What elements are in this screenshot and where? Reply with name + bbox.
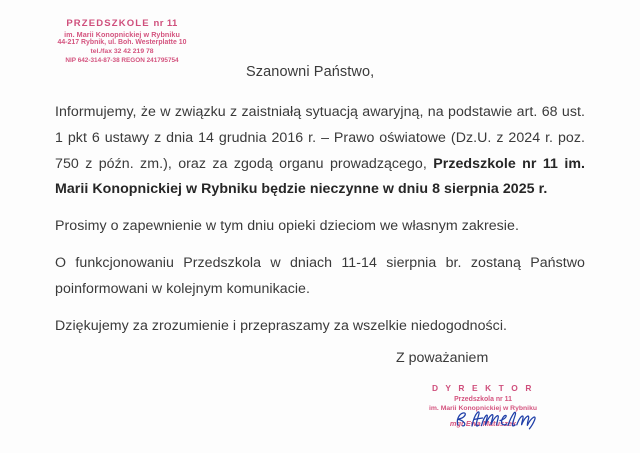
header-stamp-phone: tel./fax 32 42 219 78 <box>90 48 154 56</box>
director-stamp-title: D Y R E K T O R <box>432 383 534 393</box>
director-stamp-name: mgr Ewa Matuszek <box>449 419 517 429</box>
director-stamp-institution: Przedszkola nr 11 <box>454 395 512 403</box>
header-stamp-patron: im. Marii Konopnickiej w Rybniku <box>64 30 180 40</box>
header-stamp-institution-number: nr 11 <box>153 18 178 29</box>
closing-phrase: Z poważaniem <box>396 350 489 366</box>
header-stamp-tax-ids: NIP 642-314-87-38 REGON 241795754 <box>65 56 179 64</box>
paragraph-followup-info: O funkcjonowaniu Przedszkola w dniach 11-14 sierpnia br. zostaną Państwo poinformowani w kolejnym komunikacie. <box>55 254 585 297</box>
salutation: Szanowni Państwo, <box>246 64 375 80</box>
header-stamp-institution-name: PRZEDSZKOLE <box>66 18 150 29</box>
director-stamp <box>404 383 562 430</box>
header-stamp-institution <box>34 18 210 30</box>
paragraph-apology: Dziękujemy za zrozumienie i przepraszamy za wszelkie niedogodności. <box>55 317 508 334</box>
paragraph-childcare-request: Prosimy o zapewnienie w tym dniu opieki dzieciom we własnym zakresie. <box>55 218 519 235</box>
letter-body <box>55 100 585 339</box>
paragraph-notice <box>55 100 585 203</box>
header-stamp <box>34 18 210 65</box>
director-stamp-patron: im. Marii Konopnickiej w Rybniku <box>428 405 537 413</box>
closure-announcement: Przedszkole nr 11 im. Marii Konopnickiej w Rybniku będzie nieczynne w dniu 8 sierpnia 2025 r. <box>55 155 585 198</box>
paragraph-notice-text: Informujemy, że w związku z zaistniałą sytuacją awaryjną, na podstawie art. 68 ust. 1 pkt 6 ustawy z dnia 14 grudnia 2016 r. – Prawo oświatowe (Dz.U. z 2024 r. poz. 750 z późn. zm.), oraz za zgodą organu prowadzącego, <box>55 104 585 172</box>
header-stamp-address: 44-217 Rybnik, ul. Boh. Westerplatte 10 <box>57 39 187 47</box>
